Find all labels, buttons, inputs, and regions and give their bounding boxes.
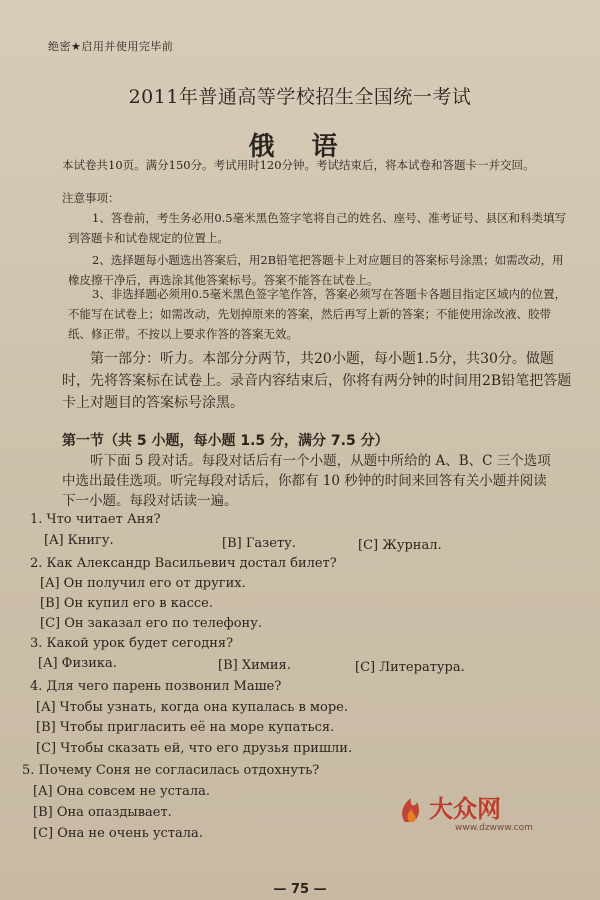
brand-name: 大众网 — [429, 795, 501, 823]
q4-option-b: [B] Чтобы пригласить её на море купаться. — [36, 720, 335, 735]
note-item-3: 3、非选择题必须用0.5毫米黑色签字笔作答，答案必须写在答题卡各题目指定区域内的位置，不能写在试卷上；如需改动，先划掉原来的答案，然后再写上新的答案；不能使用涂改液、胶带纸、修正带。不按以上要求作答的答案无效。 — [68, 287, 567, 341]
section-one-instructions: 听下面 5 段对话。每段对话后有一个小题，从题中所给的 A、B、C 三个选项中选出最佳选项。听完每段对话后，你都有 10 秒钟的时间来回答有关小题并阅读下一小题。每段对话读一遍。 — [62, 453, 551, 509]
q5-option-a: [A] Она совсем не устала. — [33, 784, 211, 799]
q1-option-a: [A] Книгу. — [44, 533, 114, 548]
q5-option-c: [C] Она не очень устала. — [33, 826, 203, 841]
q3-option-a: [A] Физика. — [38, 656, 117, 671]
note-item-1: 1、答卷前，考生务必用0.5毫米黑色签字笔将自己的姓名、座号、准考证号、县区和科类填写到答题卡和试卷规定的位置上。 — [68, 211, 567, 245]
q2-option-c: [C] Он заказал его по телефону. — [40, 616, 262, 631]
question-4: 4. Для чего парень позвонил Маше? — [30, 679, 282, 694]
q1-option-b: [B] Газету. — [222, 536, 296, 551]
note-item-2: 2、选择题每小题选出答案后，用2B铅笔把答题卡上对应题目的答案标号涂黑；如需改动，用橡皮擦干净后，再选涂其他答案标号。答案不能答在试卷上。 — [68, 253, 564, 287]
flame-logo-icon — [395, 790, 535, 826]
q5-option-b: [B] Она опаздывает. — [33, 805, 172, 820]
question-3: 3. Какой урок будет сегодня? — [30, 636, 234, 651]
q4-option-a: [A] Чтобы узнать, когда она купалась в море. — [36, 700, 348, 715]
section-one-title: 第一节（共 5 小题，每小题 1.5 分，满分 7.5 分） — [62, 433, 389, 449]
confidential-label: 绝密★启用并使用完毕前 — [48, 40, 174, 53]
q1-option-c: [C] Журнал. — [358, 538, 442, 553]
question-5: 5. Почему Соня не согласилась отдохнуть? — [22, 763, 320, 778]
page-number: — 75 — — [273, 882, 327, 897]
question-2: 2. Как Александр Васильевич достал билет? — [30, 556, 337, 571]
notes-heading: 注意事项： — [62, 191, 120, 205]
q2-option-b: [B] Он купил его в кассе. — [40, 596, 213, 611]
question-1: 1. Что читает Аня? — [30, 512, 161, 527]
q4-option-c: [C] Чтобы сказать ей, что его друзья пришли. — [36, 741, 353, 756]
part-one-instructions: 第一部分：听力。本部分分两节，共20小题，每小题1.5分，共30分。做题时，先将答案标在试卷上。录音内容结束后，你将有两分钟的时间用2B铅笔把答题卡上对题目的答案标号涂黑。 — [62, 351, 572, 411]
q3-option-c: [C] Литература. — [355, 660, 465, 675]
watermark-url: www.dzwww.com — [455, 823, 533, 833]
exam-intro: 本试卷共10页。满分150分。考试用时120分钟。考试结束后，将本试卷和答题卡一并交回。 — [62, 158, 535, 172]
q3-option-b: [B] Химия. — [218, 658, 291, 673]
subject-title: 俄 语 — [248, 132, 352, 162]
q2-option-a: [A] Он получил его от других. — [40, 576, 246, 591]
exam-title: 2011年普通高等学校招生全国统一考试 — [128, 86, 472, 108]
